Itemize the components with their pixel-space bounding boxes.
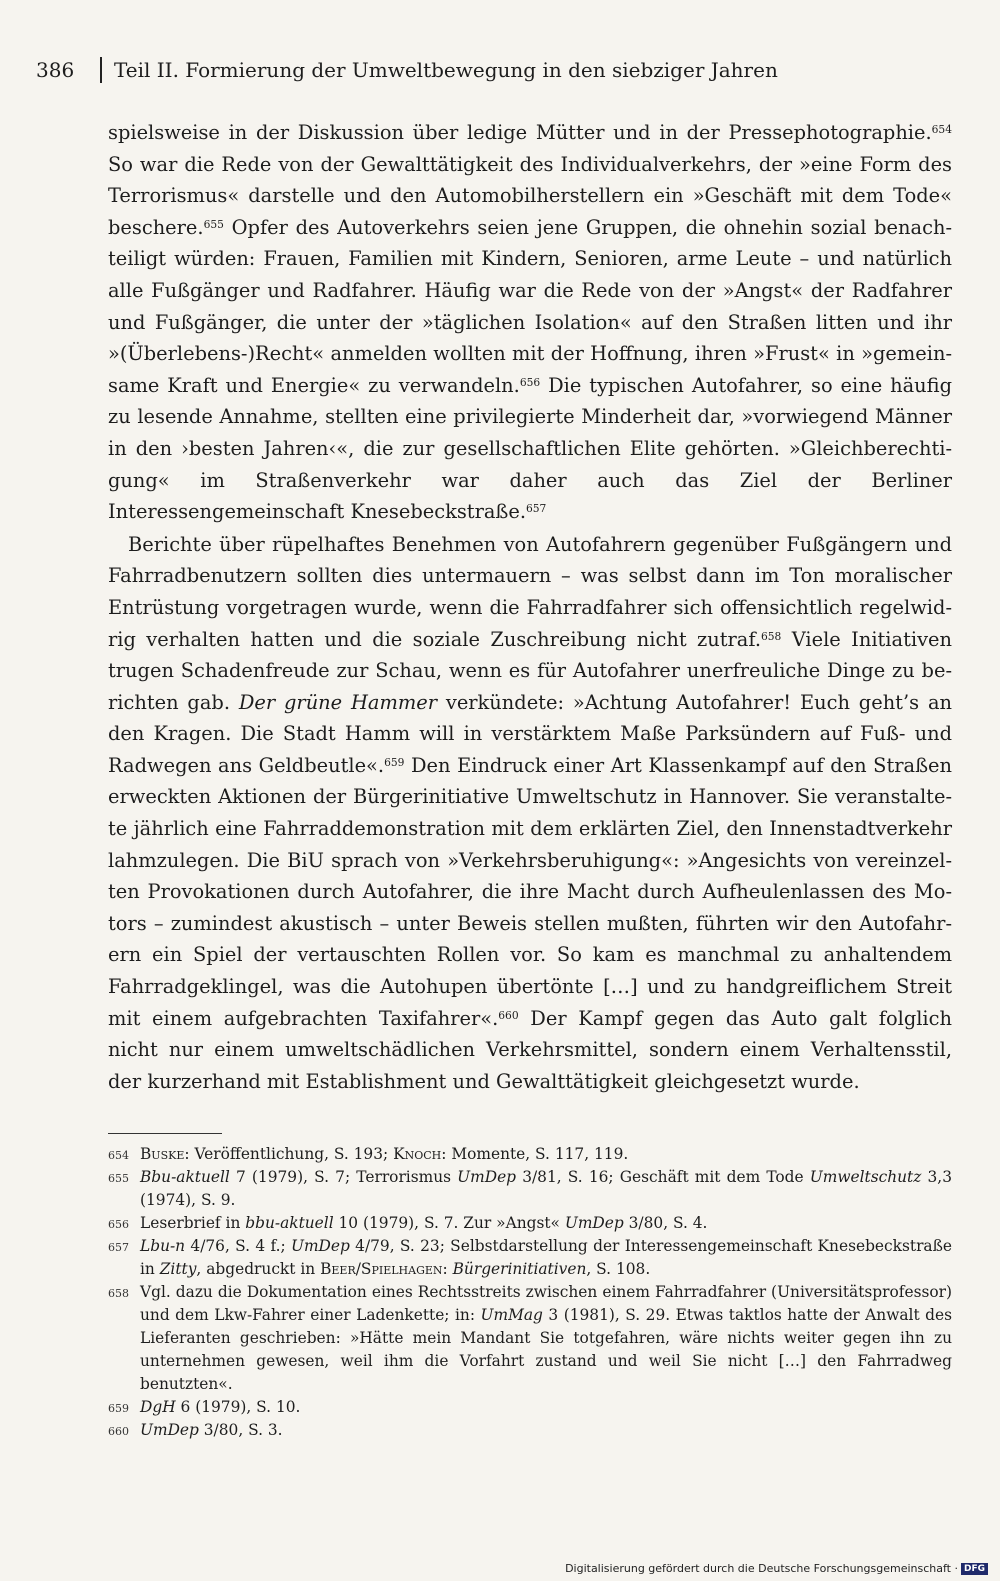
text-run: spielsweise in der Diskussion über ledige Mütter und in der Pressephotographie. xyxy=(108,121,932,144)
text-run: : Veröffentlichung, S. 193; xyxy=(184,1145,394,1163)
publication-title: Umweltschutz xyxy=(809,1168,922,1186)
footnote-number: 657 xyxy=(108,1241,129,1254)
publication-title: Zitty xyxy=(159,1260,197,1278)
publication-title: UmDep xyxy=(564,1214,624,1232)
digitization-credit xyxy=(565,1562,988,1575)
footnote-number: 655 xyxy=(108,1172,129,1185)
text-run: 3,3 (1974), S. 9. xyxy=(140,1168,952,1209)
publication-title: bbu-aktuell xyxy=(245,1214,334,1232)
publication-title: Bürgerinitiativen xyxy=(452,1260,587,1278)
footnote-ref-655: 655 xyxy=(203,217,224,231)
publication-title: DgH xyxy=(140,1398,176,1416)
footnote-number: 656 xyxy=(108,1218,129,1231)
publication-title: UmDep xyxy=(290,1237,350,1255)
text-run: : Momente, S. 117, 119. xyxy=(441,1145,629,1163)
publication-title: Bbu-aktuell xyxy=(140,1168,230,1186)
footnote-658 xyxy=(108,1281,952,1396)
text-run: Berichte über rüpelhaftes Benehmen von Autofahrern gegenüber Fußgängern und Fahrradbenutzern sollten dies untermauern – was selbst dann im Ton moralischer Entrüstung vorgetragen wurde, wenn die Fahrradfahrer sich offensichtlich regelwidrig verhalten hatten und die soziale Zuschreibung nicht zutraf. xyxy=(108,532,952,651)
text-run: 7 (1979), S. 7; Terrorismus xyxy=(229,1168,458,1186)
author-name: Buske xyxy=(140,1145,185,1163)
footnote-ref-659: 659 xyxy=(384,756,405,770)
page-number: 386 xyxy=(36,58,75,82)
author-name: Beer/Spielhagen xyxy=(320,1260,443,1278)
text-run: 6 (1979), S. 10. xyxy=(175,1398,301,1416)
text-run: Opfer des Autoverkehrs seien jene Gruppen, die ohnehin sozial benachteiligt würden: Frauen, Familien mit Kindern, Senioren, arme Leute – und natürlich alle Fußgänger und Radfahrer. Häufig war die Rede von der »Angst« der Radfahrer und Fußgänger, die unter der »täglichen Isolation« auf den Straßen litten und ihr »(Überlebens-)Recht« anmelden wollten mit der Hoffnung, ihren »Frust« in »gemeinsame Kraft und Energie« zu verwandeln. xyxy=(108,215,952,397)
footnote-number: 654 xyxy=(108,1149,129,1162)
text-run: , abgedruckt in xyxy=(196,1260,321,1278)
paragraph-1 xyxy=(108,117,952,528)
text-run: Vgl. dazu die Dokumentation eines Rechtsstreits zwischen einem Fahrradfahrer (Universitätsprofessor) und dem Lkw-Fahrer einer Ladenkette; in: xyxy=(140,1283,952,1324)
footnote-659 xyxy=(108,1396,952,1419)
running-head xyxy=(36,56,960,84)
footnote-ref-654: 654 xyxy=(931,123,952,137)
publication-title: Lbu-n xyxy=(140,1237,186,1255)
text-run: : xyxy=(442,1260,453,1278)
footnote-655 xyxy=(108,1166,952,1212)
footnote-660 xyxy=(108,1419,952,1442)
publication-title: UmMag xyxy=(480,1306,543,1324)
publication-title: UmDep xyxy=(140,1421,199,1439)
text-run: 3/81, S. 16; Geschäft mit dem Tode xyxy=(516,1168,810,1186)
author-name: Knoch xyxy=(393,1145,442,1163)
text-run: Der Kampf gegen das Auto galt folglich nicht nur einem umweltschädlichen Verkehrsmittel, sondern einem Verhaltensstil, der kurzerhand mit Establishment und Gewalttätigkeit gleichgesetzt wurde. xyxy=(108,1006,952,1093)
footnote-657 xyxy=(108,1235,952,1281)
text-run: , S. 108. xyxy=(586,1260,651,1278)
footnote-ref-656: 656 xyxy=(519,375,541,389)
text-run: 3/80, S. 4. xyxy=(623,1214,708,1232)
text-run: 3 (1981), S. 29. Etwas taktlos hatte der Anwalt des Lieferanten geschrieben: »Hätte mein Mandant Sie totgefahren, wäre nichts weiter gegen ihn zu unternehmen gewesen, weil ihm die Vorfahrt zustand und weil Sie nicht […] den Fahrradweg benutzten«. xyxy=(140,1306,953,1393)
body-text xyxy=(108,117,952,1097)
footnote-ref-658: 658 xyxy=(761,629,782,643)
publication-title: UmDep xyxy=(457,1168,517,1186)
paragraph-2 xyxy=(108,529,952,1098)
footnote-separator xyxy=(108,1133,222,1134)
credit-text: Digitalisierung gefördert durch die Deutsche Forschungsgemeinschaft · xyxy=(565,1562,958,1575)
publication-title: Der grüne Hammer xyxy=(238,690,437,714)
chapter-title: Teil II. Formierung der Umweltbewegung in den siebziger Jahren xyxy=(114,58,778,82)
text-run: 4/79, S. 23; Selbstdarstellung der Interessengemeinschaft Knesebeckstraße in xyxy=(140,1237,952,1278)
text-run: 4/76, S. 4 f.; xyxy=(185,1237,291,1255)
footnote-number: 660 xyxy=(108,1425,129,1438)
dfg-logo: DFG xyxy=(961,1563,988,1575)
footnote-ref-657: 657 xyxy=(526,502,547,516)
footnote-number: 659 xyxy=(108,1402,129,1415)
text-run: verkündete: »Achtung Autofahrer! Euch geht’s an den Kragen. Die Stadt Hamm will in verstärktem Maße Parksündern auf Fuß- und Radwegen ans Geldbeutle«. xyxy=(108,690,952,777)
footnote-656 xyxy=(108,1212,952,1235)
text-run: 10 (1979), S. 7. Zur »Angst« xyxy=(333,1214,565,1232)
footnote-ref-660: 660 xyxy=(498,1008,519,1022)
text-run: Viele Initiativen trugen Schadenfreude zur Schau, wenn es für Autofahrer unerfreuliche Dinge zu berichten gab. xyxy=(108,627,952,714)
footnotes xyxy=(108,1143,952,1442)
text-run: Den Eindruck einer Art Klassenkampf auf den Straßen erweckten Aktionen der Bürgerinitiative Umweltschutz in Hannover. Sie veranstaltete jährlich eine Fahrraddemonstration mit dem erklärten Ziel, den Innenstadtverkehr lahmzulegen. Die BiU sprach von »Verkehrsberuhigung«: »Angesichts von vereinzelten Provokationen durch Autofahrer, die ihre Macht durch Aufheulenlassen des Motors – zumindest akustisch – unter Beweis stellen mußten, führten wir den Autofahrern ein Spiel der vertauschten Rollen vor. So kam es manchmal zu anhaltendem Fahrradgeklingel, was die Autohupen übertönte […] und zu handgreiflichem Streit mit einem aufgebrachten Taxifahrer«. xyxy=(108,753,952,1030)
header-divider xyxy=(100,57,102,83)
footnote-654 xyxy=(108,1143,952,1166)
text-run: Leserbrief in xyxy=(140,1214,246,1232)
text-run: So war die Rede von der Gewalttätigkeit des Individualverkehrs, der »eine Form des Terrorismus« darstelle und den Automobilherstellern ein »Geschäft mit dem Tode« beschere. xyxy=(108,152,952,239)
text-run: Die typischen Autofahrer, so eine häufig zu lesende Annahme, stellten eine privilegierte Minderheit dar, »vorwiegend Männer in den ›besten Jahren‹«, die zur gesellschaftlichen Elite gehörten. »Gleichberechtigung« im Straßenverkehr war daher auch das Ziel der Berliner Interessengemeinschaft Knesebeckstraße. xyxy=(108,373,952,524)
footnote-number: 658 xyxy=(108,1287,129,1300)
text-run: 3/80, S. 3. xyxy=(198,1421,283,1439)
